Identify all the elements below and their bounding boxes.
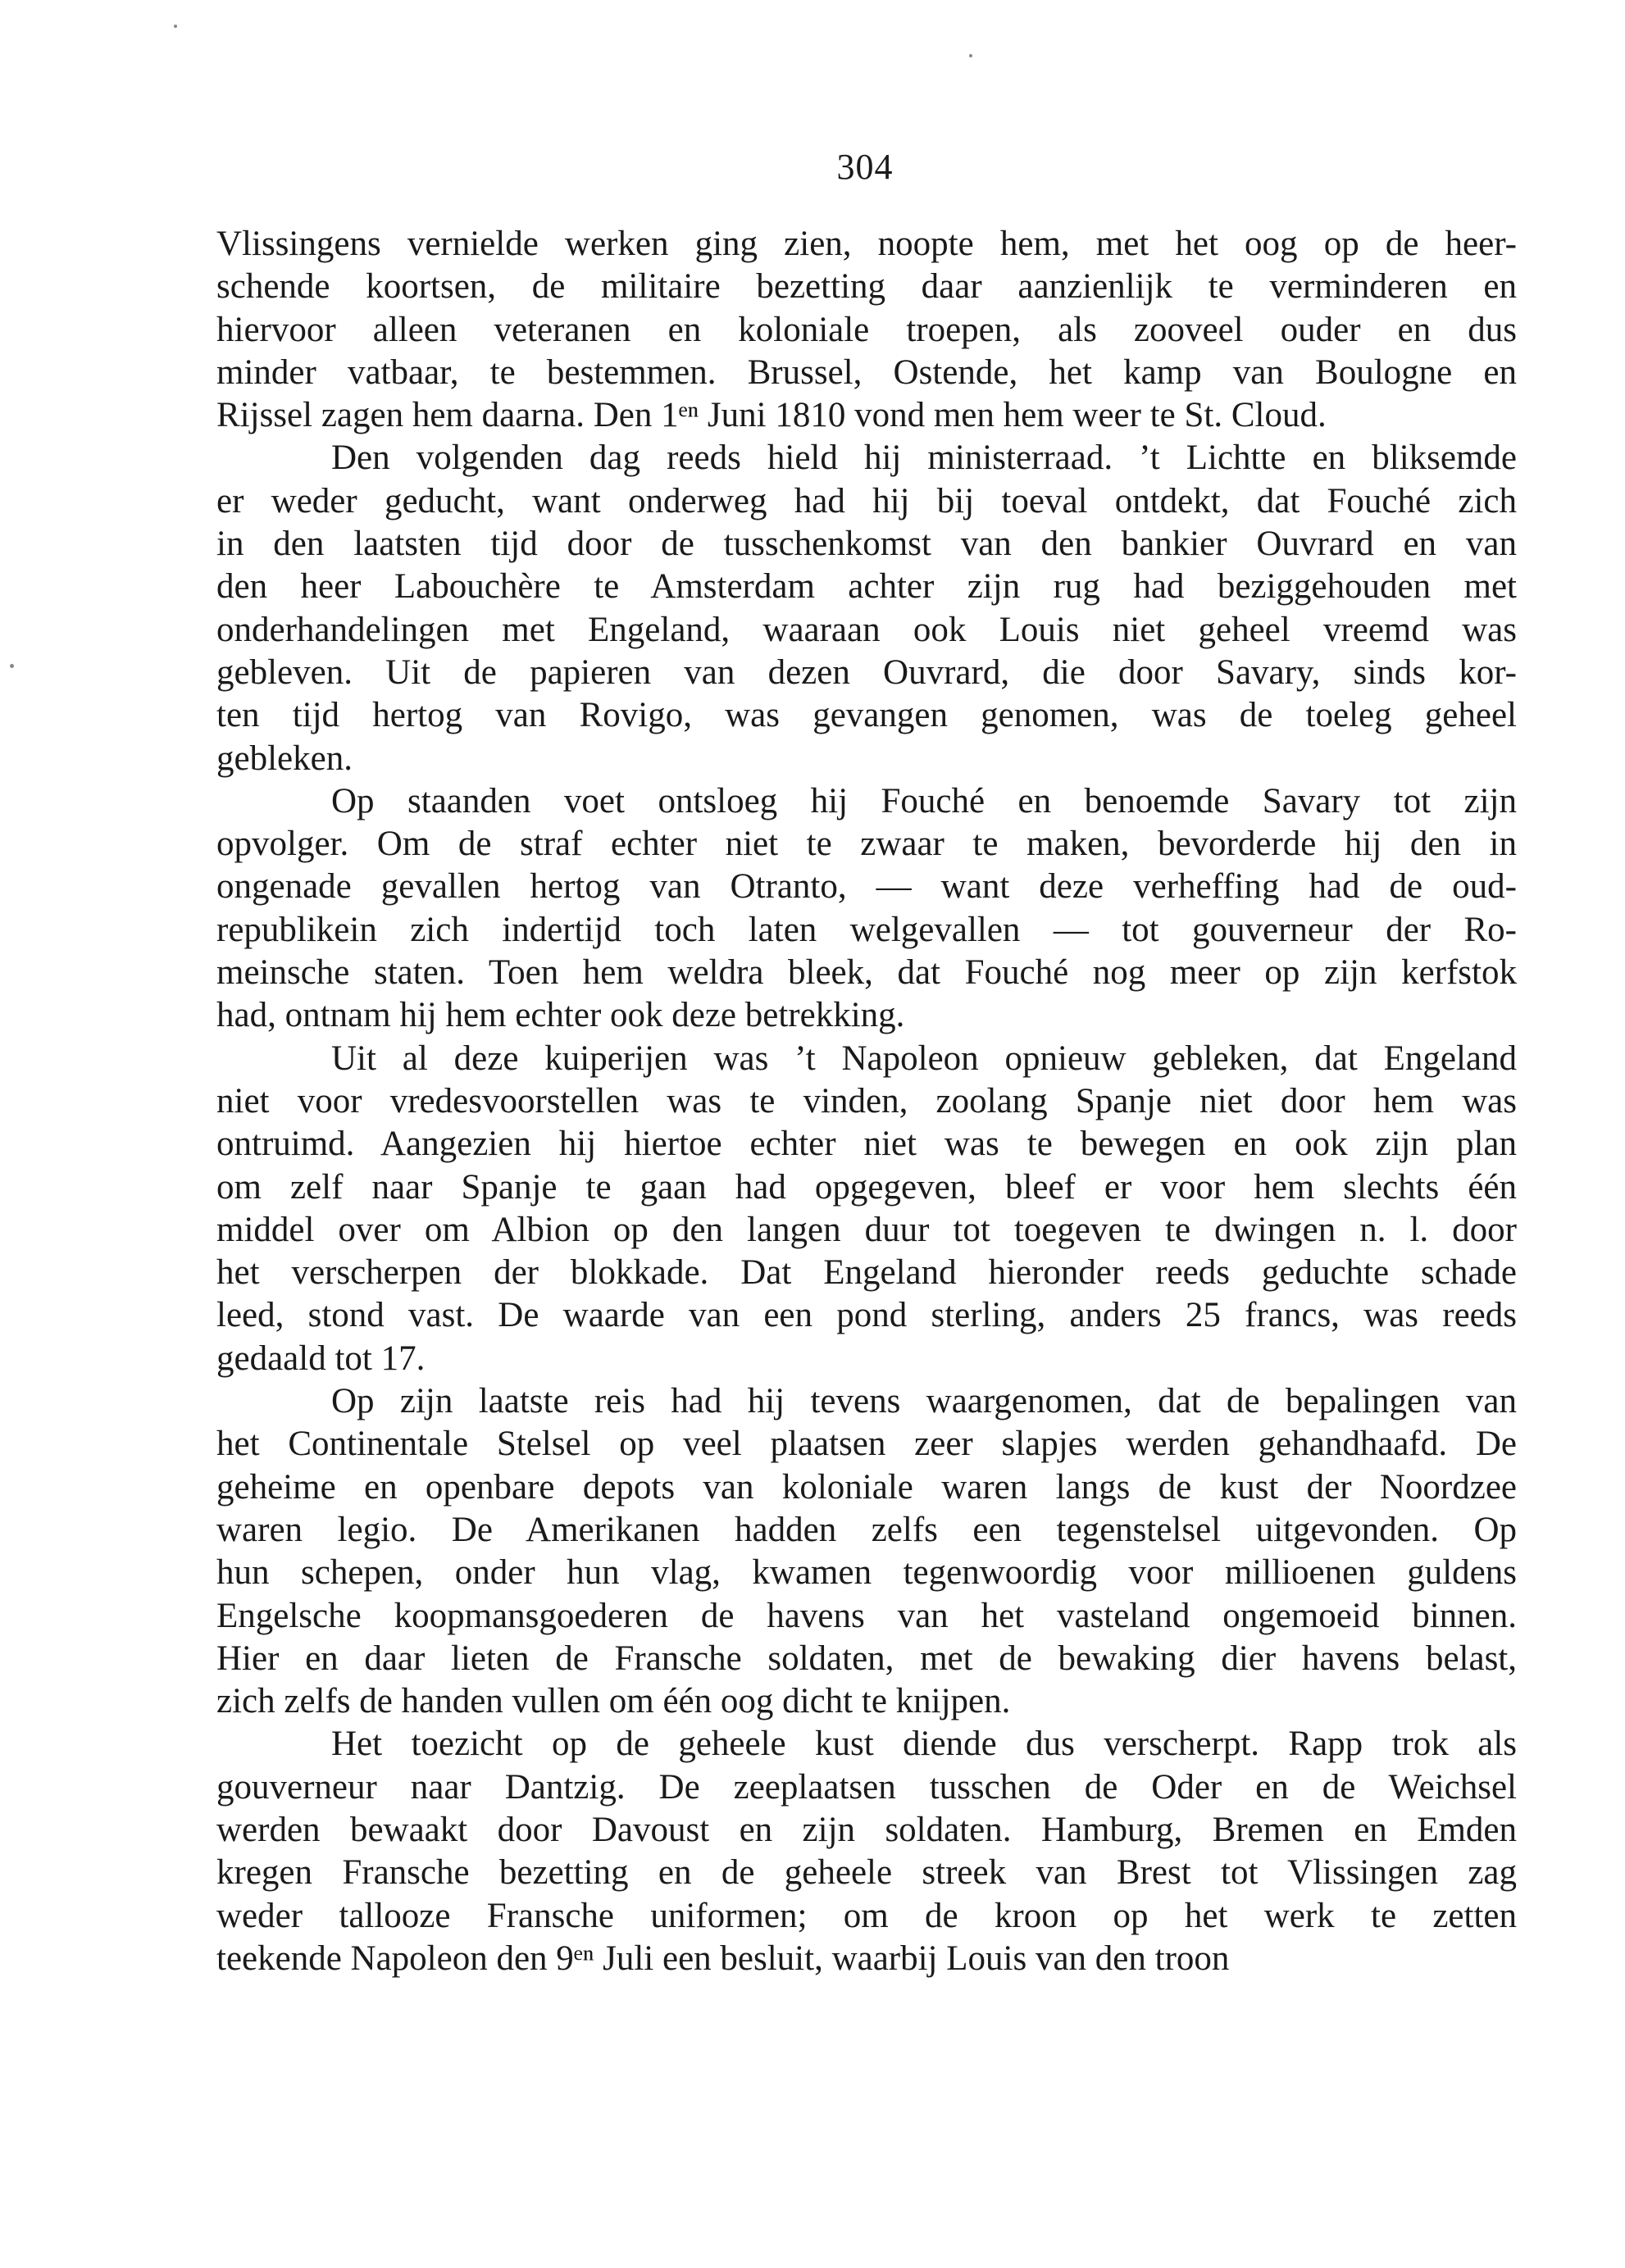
- text-line: republikein zich indertijd toch laten welgevallen — tot gouverneur der Ro-: [216, 910, 1517, 949]
- paragraph: [216, 1380, 1517, 1723]
- text-line: het verscherpen der blokkade. Dat Engeland hieronder reeds geduchte schade: [216, 1253, 1517, 1293]
- text-line: niet voor vredesvoorstellen was te vinden, zoolang Spanje niet door hem was: [216, 1081, 1517, 1120]
- text-line: Hier en daar lieten de Fransche soldaten, met de bewaking dier havens belast,: [216, 1639, 1517, 1678]
- text-line: geheime en openbare depots van koloniale waren langs de kust der Noordzee: [216, 1467, 1517, 1507]
- text-line: den heer Labouchère te Amsterdam achter zijn rug had beziggehouden met: [216, 567, 1517, 607]
- text-line: had, ontnam hij hem echter ook deze betrekking.: [216, 996, 905, 1035]
- text-line: het Continentale Stelsel op veel plaatsen zeer slapjes werden gehandhaafd. De: [216, 1425, 1517, 1464]
- scan-speck: [10, 664, 14, 668]
- text-line: in den laatsten tijd door de tusschenkomst van den bankier Ouvrard en van: [216, 525, 1517, 564]
- text-line: opvolger. Om de straf echter niet te zwaar te maken, bevorderde hij den in: [216, 825, 1517, 864]
- text-line: kregen Fransche bezetting en de geheele streek van Brest tot Vlissingen zag: [216, 1853, 1517, 1893]
- text-line: ten tijd hertog van Rovigo, was gevangen genomen, was de toeleg geheel: [216, 696, 1517, 735]
- text-line: Vlissingens vernielde werken ging zien, noopte hem, met het oog op de heer-: [216, 225, 1517, 263]
- text-line: meinsche staten. Toen hem weldra bleek, dat Fouché nog meer op zijn kerfstok: [216, 953, 1517, 993]
- text-line: leed, stond vast. De waarde van een pond sterling, anders 25 francs, was reeds: [216, 1296, 1517, 1335]
- text-line: waren legio. De Amerikanen hadden zelfs een tegenstelsel uitgevonden. Op: [216, 1510, 1517, 1549]
- text-line: gebleken.: [216, 739, 353, 778]
- text-line: Het toezicht op de geheele kust diende dus verscherpt. Rapp trok als: [331, 1725, 1517, 1764]
- text-line: Rijssel zagen hem daarna. Den 1ᵉⁿ Juni 1810 vond men hem weer te St. Cloud.: [216, 396, 1327, 435]
- text-line: Engelsche koopmansgoederen de havens van het vasteland ongemoeid binnen.: [216, 1596, 1517, 1635]
- text-line: gouverneur naar Dantzig. De zeeplaatsen tusschen de Oder en de Weichsel: [216, 1767, 1517, 1807]
- text-line: onderhandelingen met Engeland, waaraan ook Louis niet geheel vreemd was: [216, 610, 1517, 649]
- text-line: gedaald tot 17.: [216, 1339, 426, 1378]
- paragraph: [216, 1038, 1517, 1380]
- text-line: hiervoor alleen veteranen en koloniale troepen, als zooveel ouder en dus: [216, 310, 1517, 349]
- text-line: ontruimd. Aangezien hij hiertoe echter niet was te bewegen en ook zijn plan: [216, 1125, 1517, 1164]
- text-line: om zelf naar Spanje te gaan had opgegeven, bleef er voor hem slechts één: [216, 1167, 1517, 1207]
- paragraph: [216, 437, 1517, 779]
- text-line: werden bewaakt door Davoust en zijn soldaten. Hamburg, Bremen en Emden: [216, 1810, 1517, 1849]
- text-line: middel over om Albion op den langen duur tot toegeven te dwingen n. l. door: [216, 1210, 1517, 1249]
- body-text: [216, 223, 1517, 1980]
- scan-speck: [174, 25, 177, 28]
- text-line: minder vatbaar, te bestemmen. Brussel, Ostende, het kamp van Boulogne en: [216, 352, 1517, 392]
- text-line: Den volgenden dag reeds hield hij ministerraad. ’t Lichtte en bliksemde: [331, 439, 1517, 478]
- text-line: zich zelfs de handen vullen om één oog dicht te knijpen.: [216, 1682, 1011, 1721]
- text-line: er weder geducht, want onderweg had hij bij toeval ontdekt, dat Fouché zich: [216, 481, 1517, 520]
- text-line: schende koortsen, de militaire bezetting daar aanzienlijk te verminderen en: [216, 267, 1517, 307]
- paragraph: [216, 1723, 1517, 1980]
- text-line: gebleven. Uit de papieren van dezen Ouvrard, die door Savary, sinds kor-: [216, 652, 1517, 692]
- text-line: hun schepen, onder hun vlag, kwamen tegenwoordig voor millioenen guldens: [216, 1553, 1517, 1593]
- text-line: weder tallooze Fransche uniformen; om de kroon op het werk te zetten: [216, 1896, 1517, 1935]
- text-line: Op staanden voet ontsloeg hij Fouché en benoemde Savary tot zijn: [331, 781, 1517, 820]
- text-line: teekende Napoleon den 9ᵉⁿ Juli een besluit, waarbij Louis van den troon: [216, 1938, 1230, 1978]
- scan-speck: [969, 54, 972, 57]
- text-line: ongenade gevallen hertog van Otranto, — want deze verheffing had de oud-: [216, 867, 1517, 907]
- text-line: Op zijn laatste reis had hij tevens waargenomen, dat de bepalingen van: [331, 1382, 1517, 1421]
- paragraph: [216, 780, 1517, 1038]
- paragraph: [216, 223, 1517, 437]
- text-line: Uit al deze kuiperijen was ’t Napoleon opnieuw gebleken, dat Engeland: [331, 1039, 1517, 1078]
- page-number: 304: [836, 147, 894, 187]
